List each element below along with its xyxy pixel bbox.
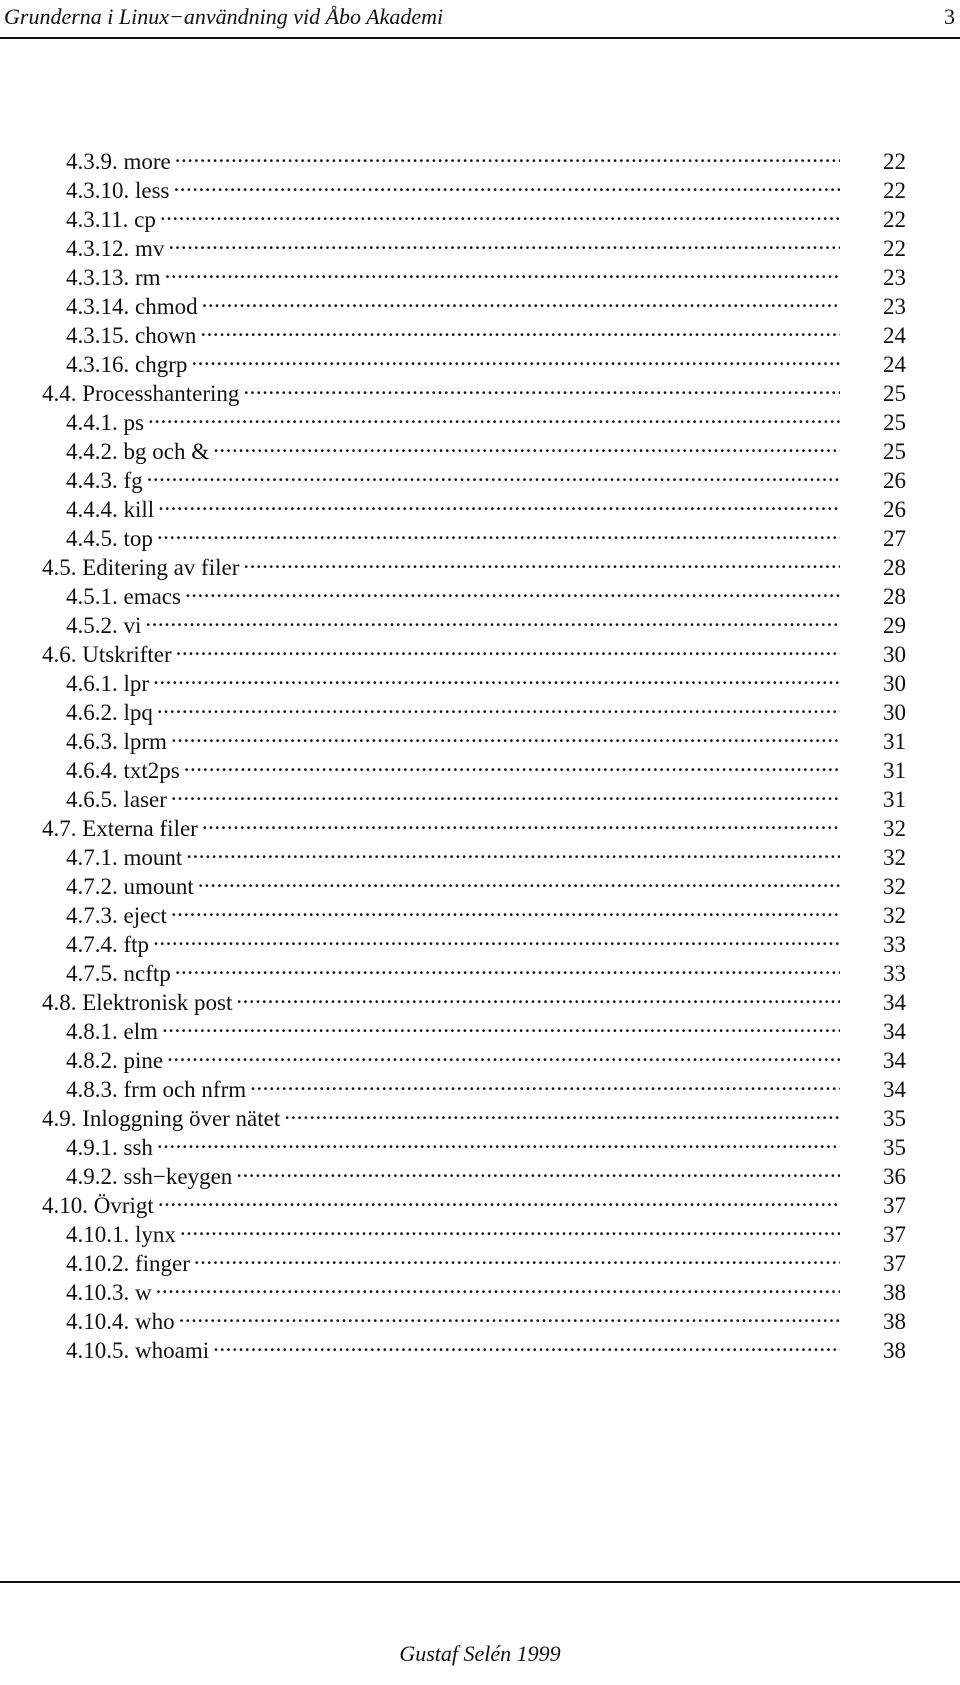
toc-entry-label: 4.9.1. ssh	[66, 1135, 153, 1160]
toc-entry-label: 4.6.2. lpq	[66, 700, 153, 725]
toc-entry-label: 4.7.5. ncftp	[66, 961, 171, 986]
toc-entry-page: 32	[883, 903, 906, 928]
toc-dot-leader	[148, 401, 840, 430]
toc-entry[interactable]	[42, 807, 906, 841]
toc-dot-leader	[157, 1126, 840, 1155]
toc-entry[interactable]	[42, 633, 906, 667]
toc-entry[interactable]	[42, 459, 906, 493]
toc-dot-leader	[153, 923, 840, 952]
toc-entry-page: 25	[883, 381, 906, 406]
toc-entry-page: 23	[883, 265, 906, 290]
toc-entry-page: 38	[883, 1338, 906, 1363]
toc-entry-label: 4.10.5. whoami	[66, 1338, 210, 1363]
toc-entry-label: 4.3.12. mv	[66, 236, 165, 261]
toc-entry-label: 4.3.10. less	[66, 178, 170, 203]
toc-entry-label: 4.5. Editering av filer	[42, 555, 240, 580]
toc-entry-page: 30	[883, 700, 906, 725]
toc-entry-label: 4.10.2. finger	[66, 1251, 190, 1276]
toc-entry-page: 25	[883, 410, 906, 435]
toc-entry[interactable]	[42, 691, 906, 725]
toc-entry-page: 30	[883, 671, 906, 696]
toc-entry-label: 4.8. Elektronisk post	[42, 990, 233, 1015]
toc-dot-leader	[147, 459, 840, 488]
toc-entry[interactable]	[42, 1300, 906, 1334]
toc-entry-page: 32	[883, 816, 906, 841]
toc-entry-label: 4.7.4. ftp	[66, 932, 150, 957]
toc-entry[interactable]	[42, 778, 906, 812]
toc-entry-page: 23	[883, 294, 906, 319]
toc-entry-label: 4.9.2. ssh−keygen	[66, 1164, 233, 1189]
toc-dot-leader	[179, 1300, 840, 1329]
toc-dot-leader	[236, 981, 840, 1010]
toc-entry-label: 4.3.15. chown	[66, 323, 197, 348]
toc-entry[interactable]	[42, 546, 906, 580]
toc-entry[interactable]	[42, 227, 906, 261]
toc-entry-label: 4.6.4. txt2ps	[66, 758, 180, 783]
toc-entry-page: 34	[883, 1048, 906, 1073]
toc-entry-page: 35	[883, 1106, 906, 1131]
toc-entry[interactable]	[42, 1039, 906, 1073]
toc-entry-label: 4.10.4. who	[66, 1309, 175, 1334]
toc-entry-label: 4.5.1. emacs	[66, 584, 181, 609]
toc-entry-page: 22	[883, 236, 906, 261]
toc-entry-label: 4.3.14. chmod	[66, 294, 198, 319]
toc-entry-page: 26	[883, 468, 906, 493]
toc-dot-leader	[174, 169, 841, 198]
table-of-contents	[42, 140, 906, 1363]
toc-dot-leader	[180, 1213, 840, 1242]
toc-entry-label: 4.6.1. lpr	[66, 671, 150, 696]
header-rule	[0, 37, 960, 39]
document-title: Grunderna i Linux−användning vid Åbo Akademi	[4, 4, 444, 29]
toc-entry-label: 4.6.3. lprm	[66, 729, 167, 754]
toc-dot-leader	[250, 1068, 840, 1097]
toc-dot-leader	[168, 227, 840, 256]
toc-entry-page: 30	[883, 642, 906, 667]
toc-dot-leader	[153, 662, 840, 691]
toc-dot-leader	[236, 1155, 840, 1184]
toc-entry[interactable]	[42, 720, 906, 754]
toc-entry-label: 4.6. Utskrifter	[42, 642, 172, 667]
page-header	[0, 0, 960, 36]
toc-entry-page: 34	[883, 990, 906, 1015]
toc-entry[interactable]	[42, 140, 906, 174]
toc-dot-leader	[156, 1271, 840, 1300]
toc-entry[interactable]	[42, 488, 906, 522]
toc-entry-label: 4.4.4. kill	[66, 497, 155, 522]
toc-entry-page: 35	[883, 1135, 906, 1160]
toc-entry[interactable]	[42, 662, 906, 696]
toc-entry-label: 4.5.2. vi	[66, 613, 142, 638]
toc-dot-leader	[175, 952, 840, 981]
toc-entry[interactable]	[42, 285, 906, 319]
toc-entry-page: 38	[883, 1280, 906, 1305]
toc-dot-leader	[165, 256, 840, 285]
toc-dot-leader	[157, 691, 840, 720]
toc-entry-page: 27	[883, 526, 906, 551]
toc-entry-label: 4.4.5. top	[66, 526, 153, 551]
toc-entry-page: 31	[883, 729, 906, 754]
toc-entry-page: 22	[883, 149, 906, 174]
toc-dot-leader	[171, 778, 840, 807]
toc-entry-page: 28	[883, 584, 906, 609]
toc-entry-page: 38	[883, 1309, 906, 1334]
toc-entry-page: 26	[883, 497, 906, 522]
toc-entry-label: 4.8.1. elm	[66, 1019, 158, 1044]
toc-entry-page: 36	[883, 1164, 906, 1189]
toc-entry-label: 4.4.2. bg och &	[66, 439, 210, 464]
toc-entry-page: 22	[883, 207, 906, 232]
toc-entry-page: 37	[883, 1251, 906, 1276]
toc-entry-label: 4.3.16. chgrp	[66, 352, 188, 377]
toc-dot-leader	[145, 604, 840, 633]
toc-dot-leader	[185, 575, 840, 604]
toc-entry-page: 25	[883, 439, 906, 464]
toc-entry-label: 4.8.2. pine	[66, 1048, 164, 1073]
toc-entry-label: 4.7.1. mount	[66, 845, 183, 870]
toc-dot-leader	[213, 1329, 840, 1358]
toc-dot-leader	[162, 1010, 840, 1039]
toc-entry-label: 4.10.3. w	[66, 1280, 152, 1305]
toc-dot-leader	[175, 140, 840, 169]
toc-entry-page: 29	[883, 613, 906, 638]
toc-entry-page: 28	[883, 555, 906, 580]
toc-entry-label: 4.7.2. umount	[66, 874, 194, 899]
toc-entry-label: 4.4.1. ps	[66, 410, 144, 435]
toc-entry-page: 22	[883, 178, 906, 203]
toc-entry-page: 37	[883, 1193, 906, 1218]
toc-dot-leader	[243, 372, 840, 401]
toc-dot-leader	[213, 430, 840, 459]
toc-entry[interactable]	[42, 952, 906, 986]
toc-dot-leader	[176, 633, 840, 662]
toc-entry-label: 4.7. Externa filer	[42, 816, 198, 841]
toc-entry-page: 31	[883, 787, 906, 812]
toc-entry-label: 4.3.9. more	[66, 149, 171, 174]
toc-entry[interactable]	[42, 923, 906, 957]
toc-entry[interactable]	[42, 1184, 906, 1218]
toc-entry[interactable]	[42, 430, 906, 464]
toc-dot-leader	[186, 836, 840, 865]
toc-entry-page: 31	[883, 758, 906, 783]
toc-entry-label: 4.4. Processhantering	[42, 381, 240, 406]
toc-entry[interactable]	[42, 517, 906, 551]
toc-entry-label: 4.9. Inloggning över nätet	[42, 1106, 281, 1131]
toc-entry-page: 34	[883, 1019, 906, 1044]
toc-entry-page: 32	[883, 874, 906, 899]
toc-entry[interactable]	[42, 981, 906, 1015]
toc-entry[interactable]	[42, 749, 906, 783]
toc-entry-label: 4.10.1. lynx	[66, 1222, 176, 1247]
toc-dot-leader	[243, 546, 840, 575]
toc-dot-leader	[158, 1184, 840, 1213]
page-number: 3	[944, 4, 955, 29]
toc-entry[interactable]	[42, 169, 906, 203]
toc-entry-label: 4.8.3. frm och nfrm	[66, 1077, 247, 1102]
toc-entry[interactable]	[42, 894, 906, 928]
toc-entry[interactable]	[42, 604, 906, 638]
toc-entry-page: 37	[883, 1222, 906, 1247]
toc-entry[interactable]	[42, 1213, 906, 1247]
toc-entry-label: 4.4.3. fg	[66, 468, 143, 493]
toc-dot-leader	[200, 314, 840, 343]
page-footer: Gustaf Selén 1999	[399, 1641, 561, 1666]
toc-dot-leader	[157, 517, 840, 546]
toc-entry[interactable]	[42, 1126, 906, 1160]
toc-dot-leader	[194, 1242, 840, 1271]
toc-entry[interactable]	[42, 1271, 906, 1305]
toc-dot-leader	[184, 749, 840, 778]
toc-dot-leader	[167, 1039, 840, 1068]
toc-entry-page: 24	[883, 323, 906, 348]
toc-dot-leader	[202, 807, 840, 836]
toc-dot-leader	[284, 1097, 840, 1126]
toc-dot-leader	[202, 285, 840, 314]
toc-entry[interactable]	[42, 1068, 906, 1102]
toc-entry-page: 33	[883, 932, 906, 957]
toc-entry[interactable]	[42, 1010, 906, 1044]
toc-entry-label: 4.3.13. rm	[66, 265, 161, 290]
toc-entry[interactable]	[42, 401, 906, 435]
toc-entry-label: 4.7.3. eject	[66, 903, 167, 928]
toc-entry[interactable]	[42, 256, 906, 290]
toc-entry[interactable]	[42, 198, 906, 232]
toc-dot-leader	[191, 343, 840, 372]
toc-dot-leader	[198, 865, 840, 894]
toc-dot-leader	[171, 894, 840, 923]
toc-entry-label: 4.10. Övrigt	[42, 1193, 154, 1218]
toc-entry-label: 4.6.5. laser	[66, 787, 167, 812]
toc-entry[interactable]	[42, 1155, 906, 1189]
toc-dot-leader	[160, 198, 840, 227]
toc-dot-leader	[171, 720, 840, 749]
toc-entry-page: 32	[883, 845, 906, 870]
toc-entry-page: 34	[883, 1077, 906, 1102]
toc-entry-page: 24	[883, 352, 906, 377]
toc-entry-label: 4.3.11. cp	[66, 207, 156, 232]
toc-dot-leader	[158, 488, 840, 517]
footer-rule	[0, 1581, 960, 1583]
toc-entry-page: 33	[883, 961, 906, 986]
